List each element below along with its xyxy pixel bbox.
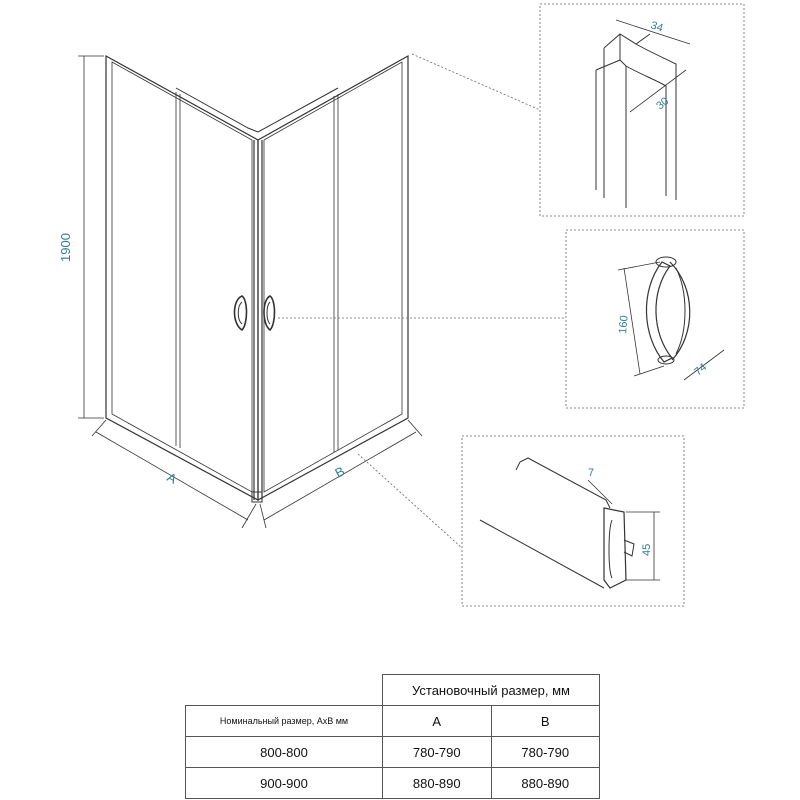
rail-detail	[462, 436, 684, 606]
side-b-label: B	[332, 463, 348, 481]
handle-height-label: 160	[617, 314, 631, 335]
nominal-cell: 800-800	[186, 737, 383, 768]
profile-detail	[540, 4, 744, 216]
rail-top-label: 7	[588, 467, 595, 479]
enclosure	[106, 56, 408, 502]
table-row	[186, 737, 600, 768]
height-label: 1900	[58, 233, 73, 262]
left-handle	[235, 296, 247, 330]
b-cell: 780-790	[491, 737, 600, 768]
b-cell: 880-890	[491, 768, 600, 799]
nominal-cell: 900-900	[186, 768, 383, 799]
handle-detail	[566, 230, 744, 408]
side-b-dimension	[260, 420, 422, 528]
table-row	[186, 768, 600, 799]
handle-depth-label: 74	[692, 361, 710, 379]
nominal-size-header: Номинальный размер, AxB мм	[186, 706, 383, 737]
right-handle	[264, 296, 275, 330]
a-cell: 880-890	[383, 768, 492, 799]
col-b-header: B	[491, 706, 600, 737]
col-a-header: A	[383, 706, 492, 737]
side-a-dimension	[92, 420, 256, 528]
height-dimension	[58, 56, 104, 418]
side-a-label: A	[164, 469, 180, 487]
a-cell: 780-790	[383, 737, 492, 768]
install-size-header: Установочный размер, мм	[383, 675, 600, 706]
profile-depth-label: 30	[654, 95, 672, 113]
rail-height-label: 45	[641, 543, 653, 556]
profile-width-label: 34	[649, 19, 665, 35]
size-table	[185, 674, 600, 799]
